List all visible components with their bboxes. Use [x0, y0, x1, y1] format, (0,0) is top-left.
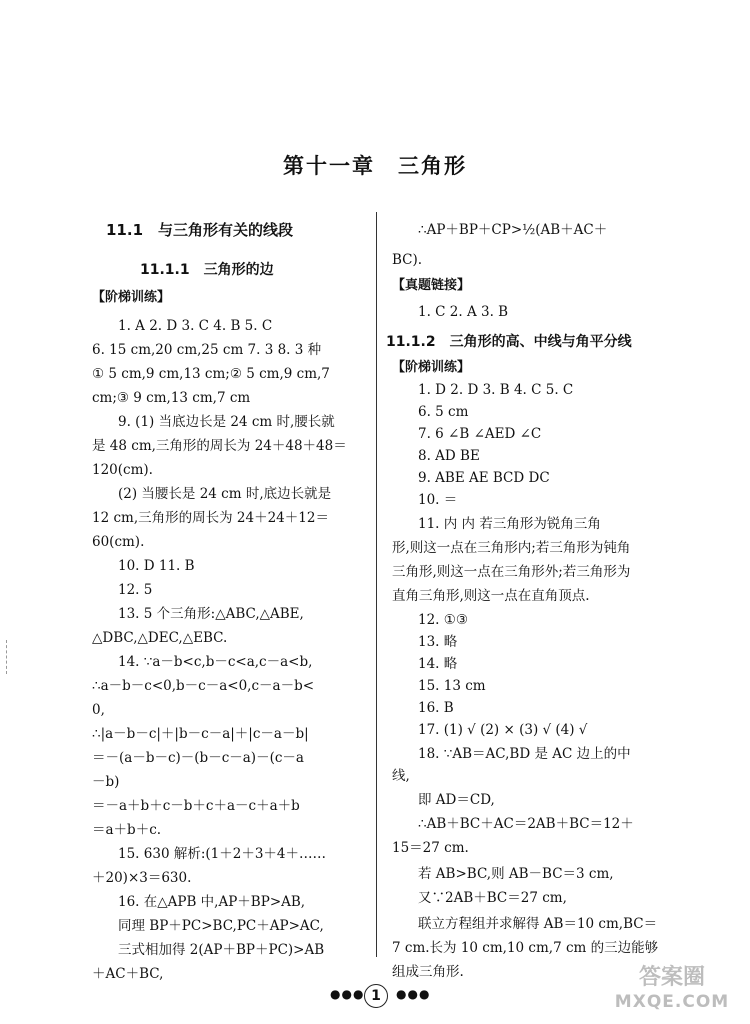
text-line: 13. 5 个三角形:△ABC,△ABE, [118, 606, 304, 622]
text-line: 6. 5 cm [418, 404, 469, 420]
text-line: 60(cm). [92, 534, 145, 550]
text-line: ＝－(a－b－c)－(b－c－a)－(c－a [92, 750, 304, 766]
text-line: 14. 略 [418, 656, 458, 672]
text-line: 12. ①③ [418, 612, 468, 628]
text-line: cm;③ 9 cm,13 cm,7 cm [92, 390, 251, 406]
footer-dots-right: ●●● [396, 987, 431, 1001]
watermark-line2: MXQE.COM [614, 992, 730, 1012]
text-line: 同理 BP＋PC>BC,PC＋AP>AC, [118, 918, 324, 934]
text-line: 7. 6 ∠B ∠AED ∠C [418, 426, 542, 442]
tag-heading: 【真题链接】 [392, 278, 471, 293]
tag-heading: 【阶梯训练】 [392, 360, 471, 375]
text-line: ＋20)×3＝630. [92, 870, 192, 886]
text-line: ＋AC＋BC, [92, 966, 164, 982]
text-line: 直角三角形,则这一点在直角顶点. [392, 588, 590, 604]
text-line: ∴AP＋BP＋CP>½(AB＋AC＋ [418, 222, 608, 238]
page-number: 1 [364, 984, 388, 1008]
text-line: 0, [92, 702, 105, 718]
text-line: ∴|a－b－c|＋|b－c－a|＋|c－a－b| [92, 726, 309, 742]
text-line: 18. ∵AB＝AC,BD 是 AC 边上的中 [418, 746, 631, 762]
text-line: 7 cm.长为 10 cm,10 cm,7 cm 的三边能够 [392, 940, 659, 956]
text-line: 13. 略 [418, 634, 458, 650]
text-line: 又∵2AB＋BC＝27 cm, [418, 890, 567, 906]
text-line: 15. 13 cm [418, 678, 486, 694]
text-line: 12 cm,三角形的周长为 24＋24＋12＝ [92, 510, 329, 526]
text-line: 10. ＝ [418, 492, 458, 508]
text-line: 16. 在△APB 中,AP＋BP>AB, [118, 894, 306, 910]
text-line: 10. D 11. B [118, 558, 195, 574]
text-line: 9. (1) 当底边长是 24 cm 时,腰长就 [118, 414, 335, 430]
text-line: 组成三角形. [392, 964, 464, 980]
section-heading: 11.1.2 三角形的高、中线与角平分线 [386, 334, 632, 350]
text-line: ∴AB＋BC＋AC＝2AB＋BC＝12＋ [418, 816, 634, 832]
text-line: 即 AD＝CD, [418, 792, 495, 808]
text-line: 三式相加得 2(AP＋BP＋PC)>AB [118, 942, 325, 958]
text-line: 11. 内 内 若三角形为锐角三角 [418, 516, 601, 532]
text-line: 17. (1) √ (2) × (3) √ (4) √ [418, 722, 588, 738]
text-line: ＝－a＋b＋c－b＋c＋a－c＋a＋b [92, 798, 300, 814]
column-divider [376, 212, 377, 957]
text-line: BC). [392, 252, 423, 268]
text-line: －b) [92, 774, 120, 790]
text-line: 15＝27 cm. [392, 840, 469, 856]
text-line: 15. 630 解析:(1＋2＋3＋4＋…… [118, 846, 326, 862]
text-line: 线, [392, 768, 410, 784]
text-line: 16. B [418, 700, 454, 716]
text-line: 联立方程组并求解得 AB＝10 cm,BC＝ [418, 916, 658, 932]
text-line: 1. C 2. A 3. B [418, 304, 509, 320]
watermark-logo [598, 965, 746, 1019]
margin-mark [6, 640, 13, 674]
watermark-line1: 答案圈 [638, 965, 705, 990]
text-line: 12. 5 [118, 582, 153, 598]
text-line: 9. ABE AE BCD DC [418, 470, 550, 486]
text-line: 1. D 2. D 3. B 4. C 5. C [418, 382, 574, 398]
footer-dots-left: ●●● [330, 987, 365, 1001]
text-line: 8. AD BE [418, 448, 480, 464]
text-line: 1. A 2. D 3. C 4. B 5. C [118, 318, 273, 334]
text-line: 是 48 cm,三角形的周长为 24＋48＋48＝ [92, 438, 347, 454]
text-line: ① 5 cm,9 cm,13 cm;② 5 cm,9 cm,7 [92, 366, 330, 382]
text-line: (2) 当腰长是 24 cm 时,底边长就是 [118, 486, 332, 502]
text-line: 三角形,则这一点在三角形外;若三角形为 [392, 564, 631, 580]
section-heading: 11.1 与三角形有关的线段 [106, 221, 294, 239]
section-heading: 11.1.1 三角形的边 [140, 262, 274, 278]
text-line: ∴a－b－c<0,b－c－a<0,c－a－b< [92, 678, 315, 694]
text-line: 形,则这一点在三角形内;若三角形为钝角 [392, 540, 631, 556]
text-line: △DBC,△DEC,△EBC. [92, 630, 228, 646]
chapter-title: 第十一章 三角形 [283, 154, 467, 178]
text-line: ＝a＋b＋c. [92, 822, 162, 838]
text-line: 14. ∵a－b<c,b－c<a,c－a<b, [118, 654, 313, 670]
tag-heading: 【阶梯训练】 [92, 290, 171, 305]
text-line: 若 AB>BC,则 AB－BC＝3 cm, [418, 866, 614, 882]
text-line: 6. 15 cm,20 cm,25 cm 7. 3 8. 3 种 [92, 342, 322, 358]
text-line: 120(cm). [92, 462, 153, 478]
